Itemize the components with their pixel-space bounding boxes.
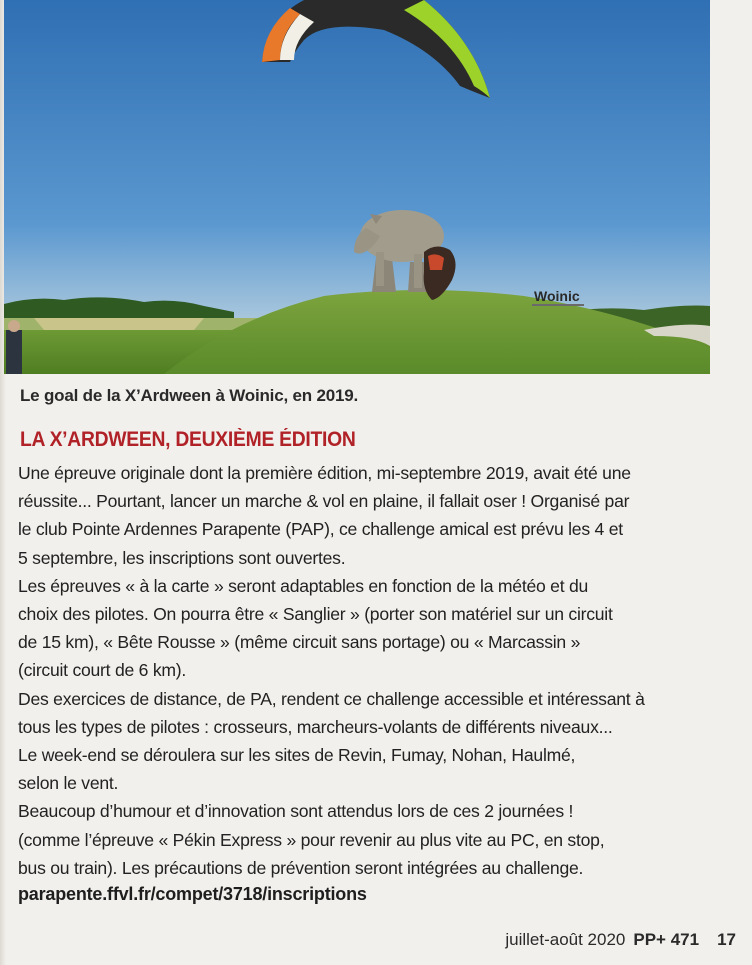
person-head	[8, 320, 20, 332]
registration-link[interactable]: parapente.ffvl.fr/compet/3718/inscriptions	[18, 884, 367, 904]
body-line: selon le vent.	[18, 773, 119, 794]
body-line: réussite... Pourtant, lancer un marche & vol en plaine, il fallait oser ! Organisé par	[18, 491, 630, 512]
body-line: choix des pilotes. On pourra être « Sanglier » (porter son matériel sur un circuit	[18, 604, 613, 625]
body-line: Des exercices de distance, de PA, rendent ce challenge accessible et intéressant à	[18, 688, 645, 709]
boar-leg-2	[414, 254, 422, 288]
pilot-jacket	[428, 254, 444, 270]
body-line: 5 septembre, les inscriptions sont ouvertes.	[18, 547, 346, 568]
body-line: bus ou train). Les précautions de prévention seront intégrées au challenge.	[18, 857, 584, 878]
article-photo	[4, 0, 710, 374]
body-line: Beaucoup d’humour et d’innovation sont attendus lors de ces 2 journées !	[18, 801, 574, 822]
field-band-2	[34, 318, 204, 330]
page-footer	[505, 930, 736, 950]
body-line: (comme l’épreuve « Pékin Express » pour revenir au plus vite au PC, en stop,	[18, 829, 605, 850]
page-number: 17	[717, 930, 736, 949]
article-body	[18, 459, 728, 882]
body-line: (circuit court de 6 km).	[18, 660, 187, 681]
issue-number: PP+ 471	[633, 930, 700, 949]
body-line: Une épreuve originale dont la première édition, mi-septembre 2019, avait été une	[18, 463, 631, 483]
person-left	[6, 330, 22, 374]
sky	[4, 0, 710, 320]
article-headline: LA X’ARDWEEN, DEUXIÈME ÉDITION	[20, 428, 356, 451]
body-line: Le week-end se déroulera sur les sites de Revin, Fumay, Nohan, Haulmé,	[18, 745, 576, 766]
boar-leg	[376, 252, 384, 286]
issue-date: juillet-août 2020	[505, 930, 626, 949]
body-line: tous les types de pilotes : crosseurs, marcheurs-volants de différents niveaux...	[18, 716, 613, 737]
photo-illustration	[4, 0, 710, 374]
body-line: le club Pointe Ardennes Parapente (PAP), ce challenge amical est prévu les 4 et	[18, 519, 623, 540]
photo-caption: Le goal de la X’Ardween à Woinic, en 2019.	[20, 386, 359, 405]
body-line: de 15 km), « Bête Rousse » (même circuit sans portage) ou « Marcassin »	[18, 632, 581, 653]
body-line: Les épreuves « à la carte » seront adaptables en fonction de la météo et du	[18, 575, 589, 596]
woinic-sign: Woinic	[534, 288, 580, 304]
